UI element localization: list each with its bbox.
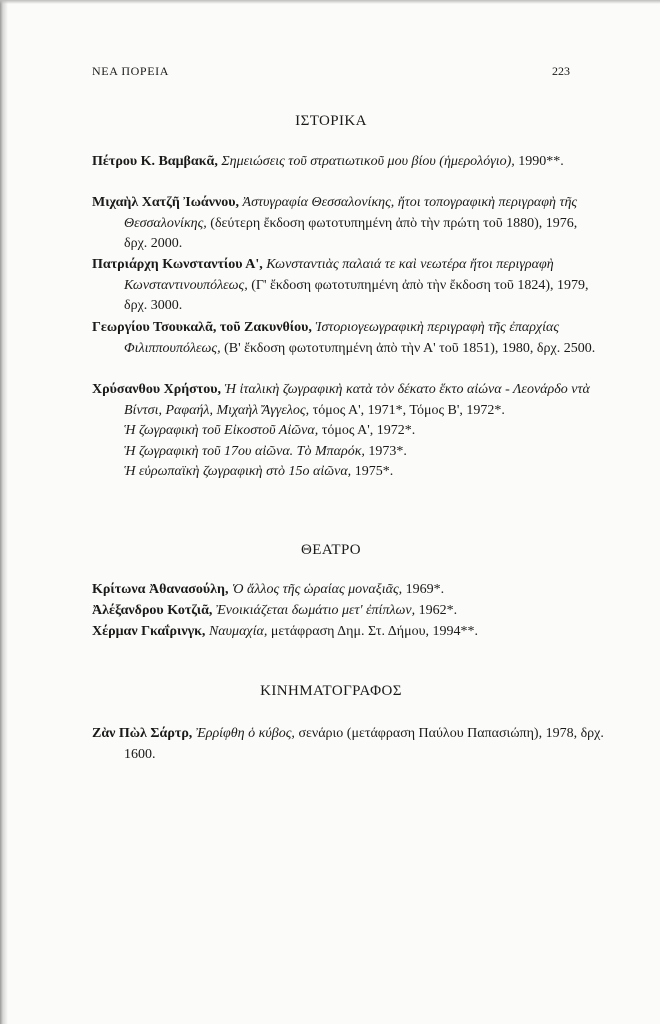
entry-title: Ἐρρίφθη ὁ κύβος,	[195, 726, 295, 741]
entry-author: Μιχαὴλ Χατζῆ Ἰωάννου,	[92, 195, 240, 210]
bibliography-entry	[92, 255, 604, 317]
entry-details: (δεύτερη ἔκδοση φωτοτυπημένη ἀπὸ τὴν πρώτη τοῦ 1880), 1976, δρχ. 2000.	[124, 215, 578, 251]
entry-title: Κωνσταντιὰς παλαιά τε καὶ νεωτέρα ἤτοι περιγραφὴ Κωνσταντινουπόλεως,	[124, 257, 554, 293]
entry-title: Ὁ ἄλλος τῆς ὡραίας μοναξιᾶς,	[232, 582, 403, 597]
bibliography-entry	[92, 580, 604, 601]
bibliography-entry	[92, 724, 604, 765]
entry-details: 1973*.	[368, 443, 407, 459]
entry-sub-item	[124, 421, 604, 442]
entry-author: Ἀλέξανδρου Κοτζιᾶ,	[92, 603, 213, 618]
bibliography-entry	[92, 601, 604, 622]
entry-author: Γεωργίου Τσουκαλᾶ, τοῦ Ζακυνθίου,	[92, 320, 312, 335]
entry-author: Χέρμαν Γκαΐρινγκ,	[92, 624, 206, 639]
entry-title: Ἱστοριογεωγραφικὴ περιγραφὴ τῆς ἐπαρχίας Φιλιππουπόλεως,	[124, 320, 560, 356]
bibliography-entry	[92, 318, 604, 359]
entry-details: τόμος Α', 1971*, Τόμος Β', 1972*.	[312, 402, 505, 418]
entry-title: Σημειώσεις τοῦ στρατιωτικοῦ μου βίου (ἡμερολόγιο),	[221, 154, 515, 169]
bibliography-entry	[92, 193, 604, 255]
entry-details: (Γ' ἔκδοση φωτοτυπημένη ἀπὸ τὴν ἔκδοση τοῦ 1824), 1979, δρχ. 3000.	[124, 277, 589, 313]
entry-details: 1962*.	[418, 603, 458, 618]
entry-details: σενάριο (μετάφραση Παύλου Παπασιώπη), 1978, δρχ. 1600.	[124, 726, 604, 762]
scan-edge-shadow	[0, 0, 8, 1024]
entry-sub-item	[124, 442, 604, 463]
entry-title: Ἡ ζωγραφικὴ τοῦ Εἰκοστοῦ Αἰῶνα,	[124, 423, 319, 438]
bibliography-entry	[92, 622, 604, 643]
bibliography-entry	[92, 152, 604, 173]
entry-title: Ἡ ἰταλικὴ ζωγραφικὴ κατὰ τὸν δέκατο ἕκτο αἰώνα - Λεονάρδο ντὰ Βίντσι, Ραφαήλ, Μιχαὴλ Ἄγγελος,	[124, 382, 590, 418]
entry-sub-item	[124, 462, 604, 483]
bibliography-entry	[92, 380, 604, 483]
running-head	[92, 64, 570, 79]
entry-title: Ἀστυγραφία Θεσσαλονίκης, ἤτοι τοπογραφικὴ περιγραφὴ τῆς Θεσσαλονίκης,	[124, 195, 578, 231]
entry-author: Ζὰν Πὼλ Σάρτρ,	[92, 726, 193, 741]
entry-details: 1975*.	[354, 464, 394, 479]
section-title-istorika: ΙΣΤΟΡΙΚΑ	[295, 113, 367, 129]
entry-title: Ναυμαχία,	[208, 624, 268, 639]
entry-title: Ἡ εὐρωπαϊκὴ ζωγραφικὴ στὸ 15ο αἰῶνα,	[124, 464, 352, 479]
entry-author: Πέτρου Κ. Βαμβακᾶ,	[92, 154, 218, 169]
entry-details: τόμος Α', 1972*.	[321, 423, 416, 438]
entry-author: Κρίτωνα Ἀθανασούλη,	[92, 582, 229, 597]
entry-details: (Β' ἔκδοση φωτοτυπημένη ἀπὸ τὴν Α' τοῦ 1851), 1980, δρχ. 2500.	[224, 340, 596, 356]
page-number: 223	[552, 64, 570, 78]
entry-title: Ἐνοικιάζεται δωμάτιο μετ' ἐπίπλων,	[215, 603, 416, 618]
journal-name: ΝΕΑ ΠΟΡΕΙΑ	[92, 64, 169, 78]
section-title-theatro: ΘΕΑΤΡΟ	[301, 542, 361, 558]
scan-top-shadow	[0, 0, 660, 4]
entry-author: Χρύσανθου Χρήστου,	[92, 382, 222, 397]
section-title-kinimatografos: ΚΙΝΗΜΑΤΟΓΡΑΦΟΣ	[260, 683, 402, 699]
entry-title: Ἡ ζωγραφικὴ τοῦ 17ου αἰῶνα. Τὸ Μπαρόκ,	[124, 443, 365, 459]
entry-author: Πατριάρχη Κωνσταντίου Α',	[92, 257, 263, 272]
entry-details: μετάφραση Δημ. Στ. Δήμου, 1994**.	[270, 624, 479, 639]
entry-details: 1969*.	[405, 582, 445, 597]
entry-details: 1990**.	[518, 154, 564, 169]
